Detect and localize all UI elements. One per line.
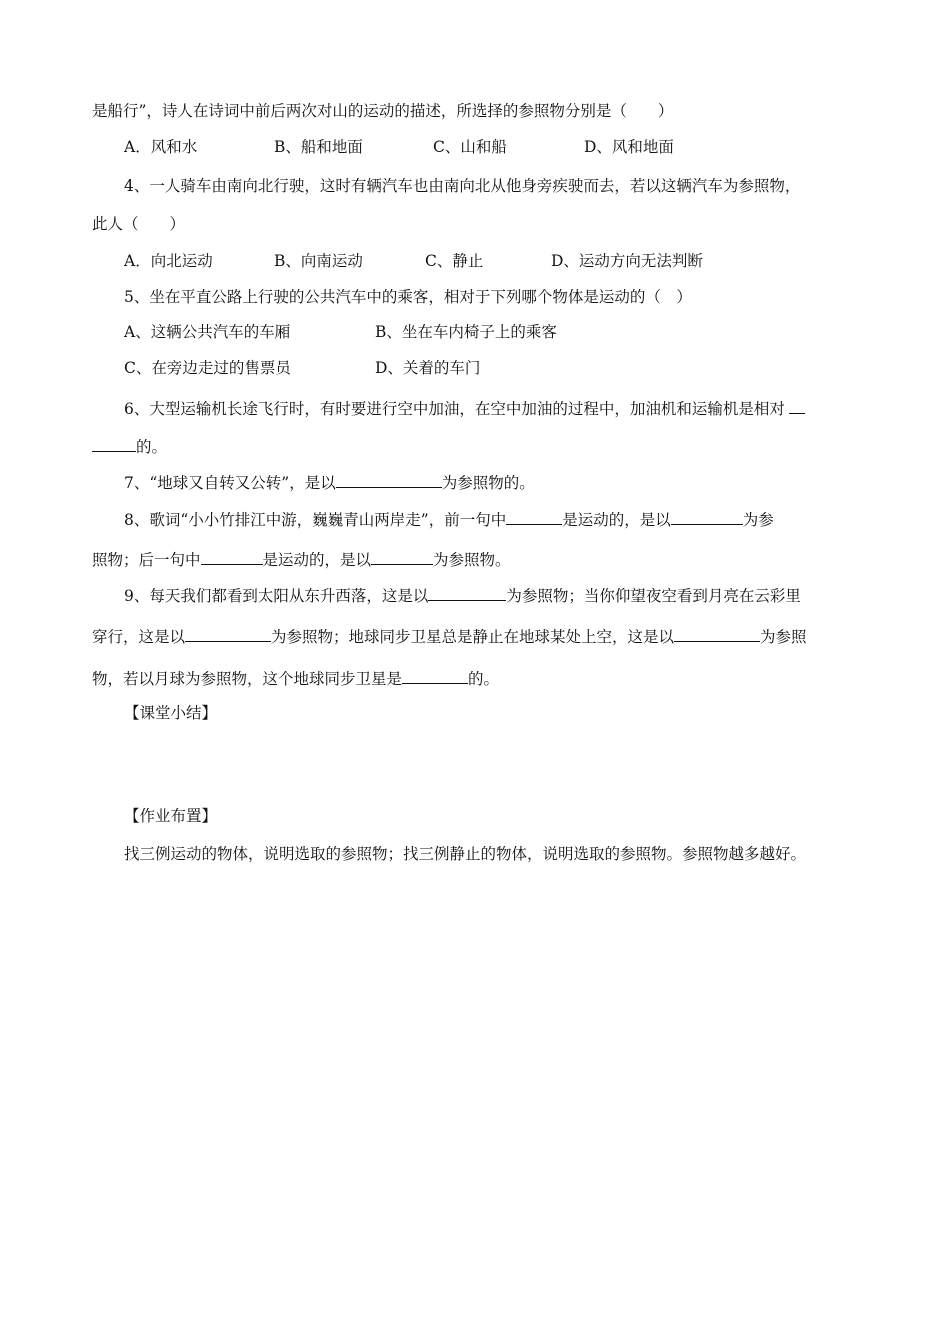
q6-answer-blank-start[interactable] <box>789 397 805 414</box>
q4-option-c: C、静止 <box>425 252 484 270</box>
question-4-stem: 4、一人骑车由南向北行驶，这时有辆汽车也由南向北从他身旁疾驶而去，若以这辆汽车为参照物， <box>124 177 801 195</box>
class-summary-heading: 【课堂小结】 <box>124 704 218 722</box>
question-3-options <box>124 137 824 157</box>
question-7 <box>124 471 535 493</box>
q9-answer-blank-3[interactable] <box>674 625 760 642</box>
q8-text-e: 是运动的，是以 <box>262 551 372 569</box>
q9-text-g: 的。 <box>468 670 500 688</box>
question-3-continuation: 是船行”，诗人在诗词中前后两次对山的运动的描述，所选择的参照物分别是（ ） <box>92 102 674 120</box>
q3-option-d: D、风和地面 <box>584 138 674 156</box>
q6-answer-blank[interactable] <box>92 435 136 452</box>
q4-option-b: B、向南运动 <box>274 252 363 270</box>
question-6-stem <box>124 397 805 419</box>
q3-option-b: B、船和地面 <box>274 138 363 156</box>
q5-option-a: A、这辆公共汽车的车厢 <box>124 323 291 341</box>
q9-text-f: 物，若以月球为参照物，这个地球同步卫星是 <box>92 670 403 688</box>
q9-text-e: 为参照 <box>760 628 807 646</box>
q5-option-b: B、坐在车内椅子上的乘客 <box>375 323 557 341</box>
q8-text-b: 是运动的，是以 <box>562 511 671 529</box>
q3-option-a: A．风和水 <box>124 138 198 156</box>
q9-text-c: 穿行，这是以 <box>92 628 186 646</box>
q7-answer-blank[interactable] <box>336 471 442 488</box>
q8-text-a: 8、歌词“小小竹排江中游，巍巍青山两岸走”，前一句中 <box>124 511 507 529</box>
question-4-stem-end: 此人（ ） <box>92 215 186 233</box>
q7-text-pre: 7、“地球又自转又公转”，是以 <box>124 474 336 492</box>
question-6-stem-end <box>92 435 167 457</box>
q8-text-f: 为参照物。 <box>433 551 511 569</box>
q5-option-c: C、在旁边走过的售票员 <box>124 359 291 377</box>
q8-text-d: 照物；后一句中 <box>92 551 201 569</box>
q6-end-text: 的。 <box>136 438 168 456</box>
q9-text-d: 为参照物；地球同步卫星总是静止在地球某处上空，这是以 <box>271 628 675 646</box>
homework-text: 找三例运动的物体，说明选取的参照物；找三例静止的物体，说明选取的参照物。参照物越多越好。 <box>124 845 807 863</box>
q4-option-d: D、运动方向无法判断 <box>551 252 703 270</box>
q8-answer-blank-4[interactable] <box>371 548 433 565</box>
q3-option-c: C、山和船 <box>433 138 507 156</box>
q9-text-b: 为参照物；当你仰望夜空看到月亮在云彩里 <box>506 587 801 605</box>
q6-text: 6、大型运输机长途飞行时，有时要进行空中加油，在空中加油的过程中，加油机和运输机是相对 <box>124 400 785 418</box>
q7-text-post: 为参照物的。 <box>441 474 535 492</box>
q9-answer-blank-4[interactable] <box>402 667 468 684</box>
question-9-line3 <box>92 667 499 689</box>
q8-text-c: 为参 <box>742 511 774 529</box>
q8-answer-blank-3[interactable] <box>201 548 263 565</box>
question-9-line1 <box>124 584 801 606</box>
q9-answer-blank-1[interactable] <box>428 584 506 601</box>
q4-option-a: A．向北运动 <box>124 252 213 270</box>
q5-option-d: D、关着的车门 <box>375 359 481 377</box>
question-4-options <box>124 251 824 271</box>
q8-answer-blank-1[interactable] <box>506 508 562 525</box>
homework-heading: 【作业布置】 <box>124 807 218 825</box>
question-5-stem: 5、坐在平直公路上行驶的公共汽车中的乘客，相对于下列哪个物体是运动的（ ） <box>124 288 692 306</box>
q9-answer-blank-2[interactable] <box>185 625 271 642</box>
question-9-line2 <box>92 625 807 647</box>
question-8-line1 <box>124 508 774 530</box>
q8-answer-blank-2[interactable] <box>671 508 743 525</box>
question-8-line2 <box>92 548 511 570</box>
question-5-options-row1 <box>124 322 824 342</box>
q9-text-a: 9、每天我们都看到太阳从东升西落，这是以 <box>124 587 429 605</box>
question-5-options-row2 <box>124 358 824 378</box>
